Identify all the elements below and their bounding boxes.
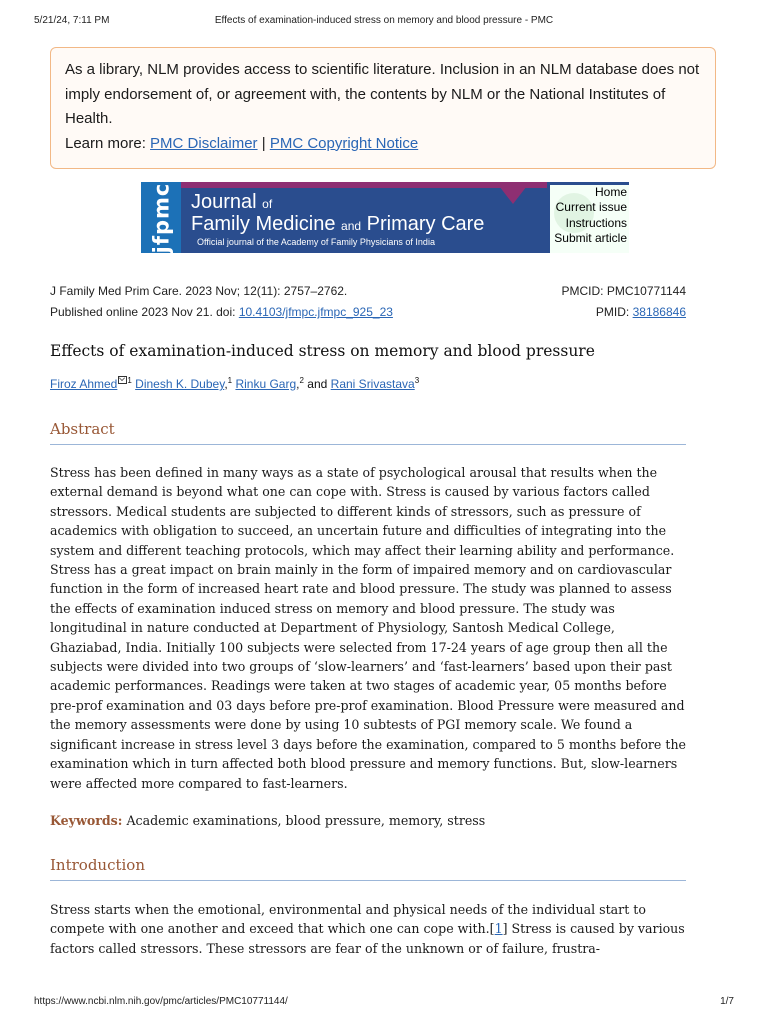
banner-and: and: [341, 219, 362, 233]
journal-banner: [141, 182, 629, 253]
pmid-link[interactable]: 38186846: [632, 305, 686, 319]
published-line: [50, 302, 393, 323]
introduction-heading: Introduction: [50, 856, 686, 881]
pmc-disclaimer-link[interactable]: PMC Disclaimer: [150, 134, 258, 152]
keywords: [50, 813, 690, 828]
and-text: and: [307, 377, 328, 391]
affiliation-sup: 1: [127, 376, 132, 385]
pmc-copyright-link[interactable]: PMC Copyright Notice: [269, 134, 419, 152]
banner-notch: [496, 182, 530, 204]
print-footer: [34, 996, 734, 1010]
menu-submit-article-link[interactable]: Submit article: [554, 230, 627, 245]
published-label: Published online 2023 Nov 21. doi:: [50, 305, 236, 319]
reference-link[interactable]: 1: [494, 921, 503, 937]
banner-menu: [550, 185, 629, 253]
intro-text-part-1: Stress starts when the emotional, environmental and physical needs of the individual start to compete with one another and exceed that which one can cope with.: [50, 902, 646, 937]
banner-primary-care: Primary Care: [366, 213, 485, 235]
keywords-label: Keywords:: [50, 813, 123, 828]
menu-instructions-link[interactable]: Instructions: [565, 215, 627, 230]
menu-current-issue-link[interactable]: Current issue: [555, 200, 627, 215]
citation: J Family Med Prim Care. 2023 Nov; 12(11): 2757–2762.: [50, 284, 348, 298]
intro-text-part-2: Stress is caused by various factors called stressors. These stressors are fear of the unknown or of failure, frustra-: [50, 921, 685, 956]
menu-home-link[interactable]: Home: [594, 185, 627, 199]
abstract-heading: Abstract: [50, 420, 686, 445]
banner-journal: Journal: [191, 191, 257, 213]
author-link[interactable]: Rani Srivastava: [330, 377, 415, 391]
jfpmc-logo-text: jfpmc: [149, 182, 174, 253]
banner-stripe: [141, 182, 547, 188]
identifier-block: [562, 281, 687, 323]
print-page-number: 1/7: [720, 996, 734, 1007]
introduction-text: Stress starts when the emotional, environmental and physical needs of the individual start to compete with one another and exceed that which one can cope with.[1] Stress is caused by various factors called stressors. These stressors are fear of the unknown or of failure, frustra-: [50, 902, 685, 956]
banner-line-2: [191, 213, 484, 236]
author-link[interactable]: Firoz Ahmed: [50, 377, 118, 391]
link-separator: |: [261, 134, 266, 152]
mail-icon[interactable]: [118, 376, 127, 384]
print-url: https://www.ncbi.nlm.nih.gov/pmc/articles/PMC10771144/: [34, 996, 288, 1007]
jfpmc-logo: [141, 182, 181, 253]
affiliation-sup: 3: [414, 376, 420, 385]
learn-more-label: Learn more:: [65, 134, 146, 152]
banner-line-1: [191, 191, 272, 214]
banner-family-medicine: Family Medicine: [191, 213, 336, 235]
author-link[interactable]: Rinku Garg: [235, 377, 297, 391]
doi-link[interactable]: 10.4103/jfmpc.jfmpc_925_23: [238, 305, 393, 319]
citation-block: [50, 281, 393, 323]
print-date: 5/21/24, 7:11 PM: [34, 15, 110, 26]
article-title: Effects of examination-induced stress on memory and blood pressure: [50, 342, 595, 360]
nlm-notice: [50, 47, 716, 169]
affiliation-sup: 2: [299, 376, 304, 385]
banner-tagline: Official journal of the Academy of Family Physicians of India: [197, 237, 435, 247]
keywords-list: Academic examinations, blood pressure, memory, stress: [126, 813, 486, 828]
print-header: [34, 15, 734, 29]
abstract-text: Stress has been defined in many ways as a state of psychological arousal that results when the external demand is beyond what one can cope with. Stress is caused by various factors called stressors. Medical students are subjected to different kinds of stressors, such as pressure of academics with obligation to succeed, an uncertain future and difficulties of integrating into the system and different teaching protocols, which may affect their learning ability and performance. Stress has a great impact on brain mainly in the form of impaired memory and on cardiovascular function in the form of increased heart rate and blood pressure. The study was planned to assess the effects of examination induced stress on memory and blood pressure. The study was longitudinal in nature conducted at Department of Physiology, Santosh Medical College, Ghaziabad, India. Initially 100 subjects were selected from 17-24 years of age group then all the subjects were divided into two groups of ‘slow-learners’ and ‘fast-learners’ based upon their past academic performances. Readings were taken at two stages of academic year, 05 months before pre-prof examination and 03 days before pre-prof examination. Blood Pressure were measured and the memory assessments were done by using 10 subtests of PGI memory scale. We found a significant increase in stress level 3 days before the examination, compared to 5 months before the examination which in turn affected both blood pressure and memory functions. But, slow-learners were affected more compared to fast-learners.: [50, 465, 687, 791]
notice-text: As a library, NLM provides access to scientific literature. Inclusion in an NLM database does not imply endorsement of, or agreement with, the contents by NLM or the National Institutes of Health.: [65, 61, 700, 127]
pmid-line: [562, 302, 687, 323]
author-list: Firoz Ahmed $^1$ Dinesh K. Dubey,$^1$ Rinku Garg,$^2$ and Rani Srivastava$^3$: [50, 376, 420, 391]
pmid-label: PMID:: [595, 305, 630, 319]
print-title: Effects of examination-induced stress on memory and blood pressure - PMC: [214, 15, 554, 26]
affiliation-sup: 1: [227, 376, 233, 385]
pmcid: PMCID: PMC10771144: [561, 284, 686, 298]
author-link[interactable]: Dinesh K. Dubey: [135, 377, 225, 391]
banner-of: of: [262, 197, 273, 211]
